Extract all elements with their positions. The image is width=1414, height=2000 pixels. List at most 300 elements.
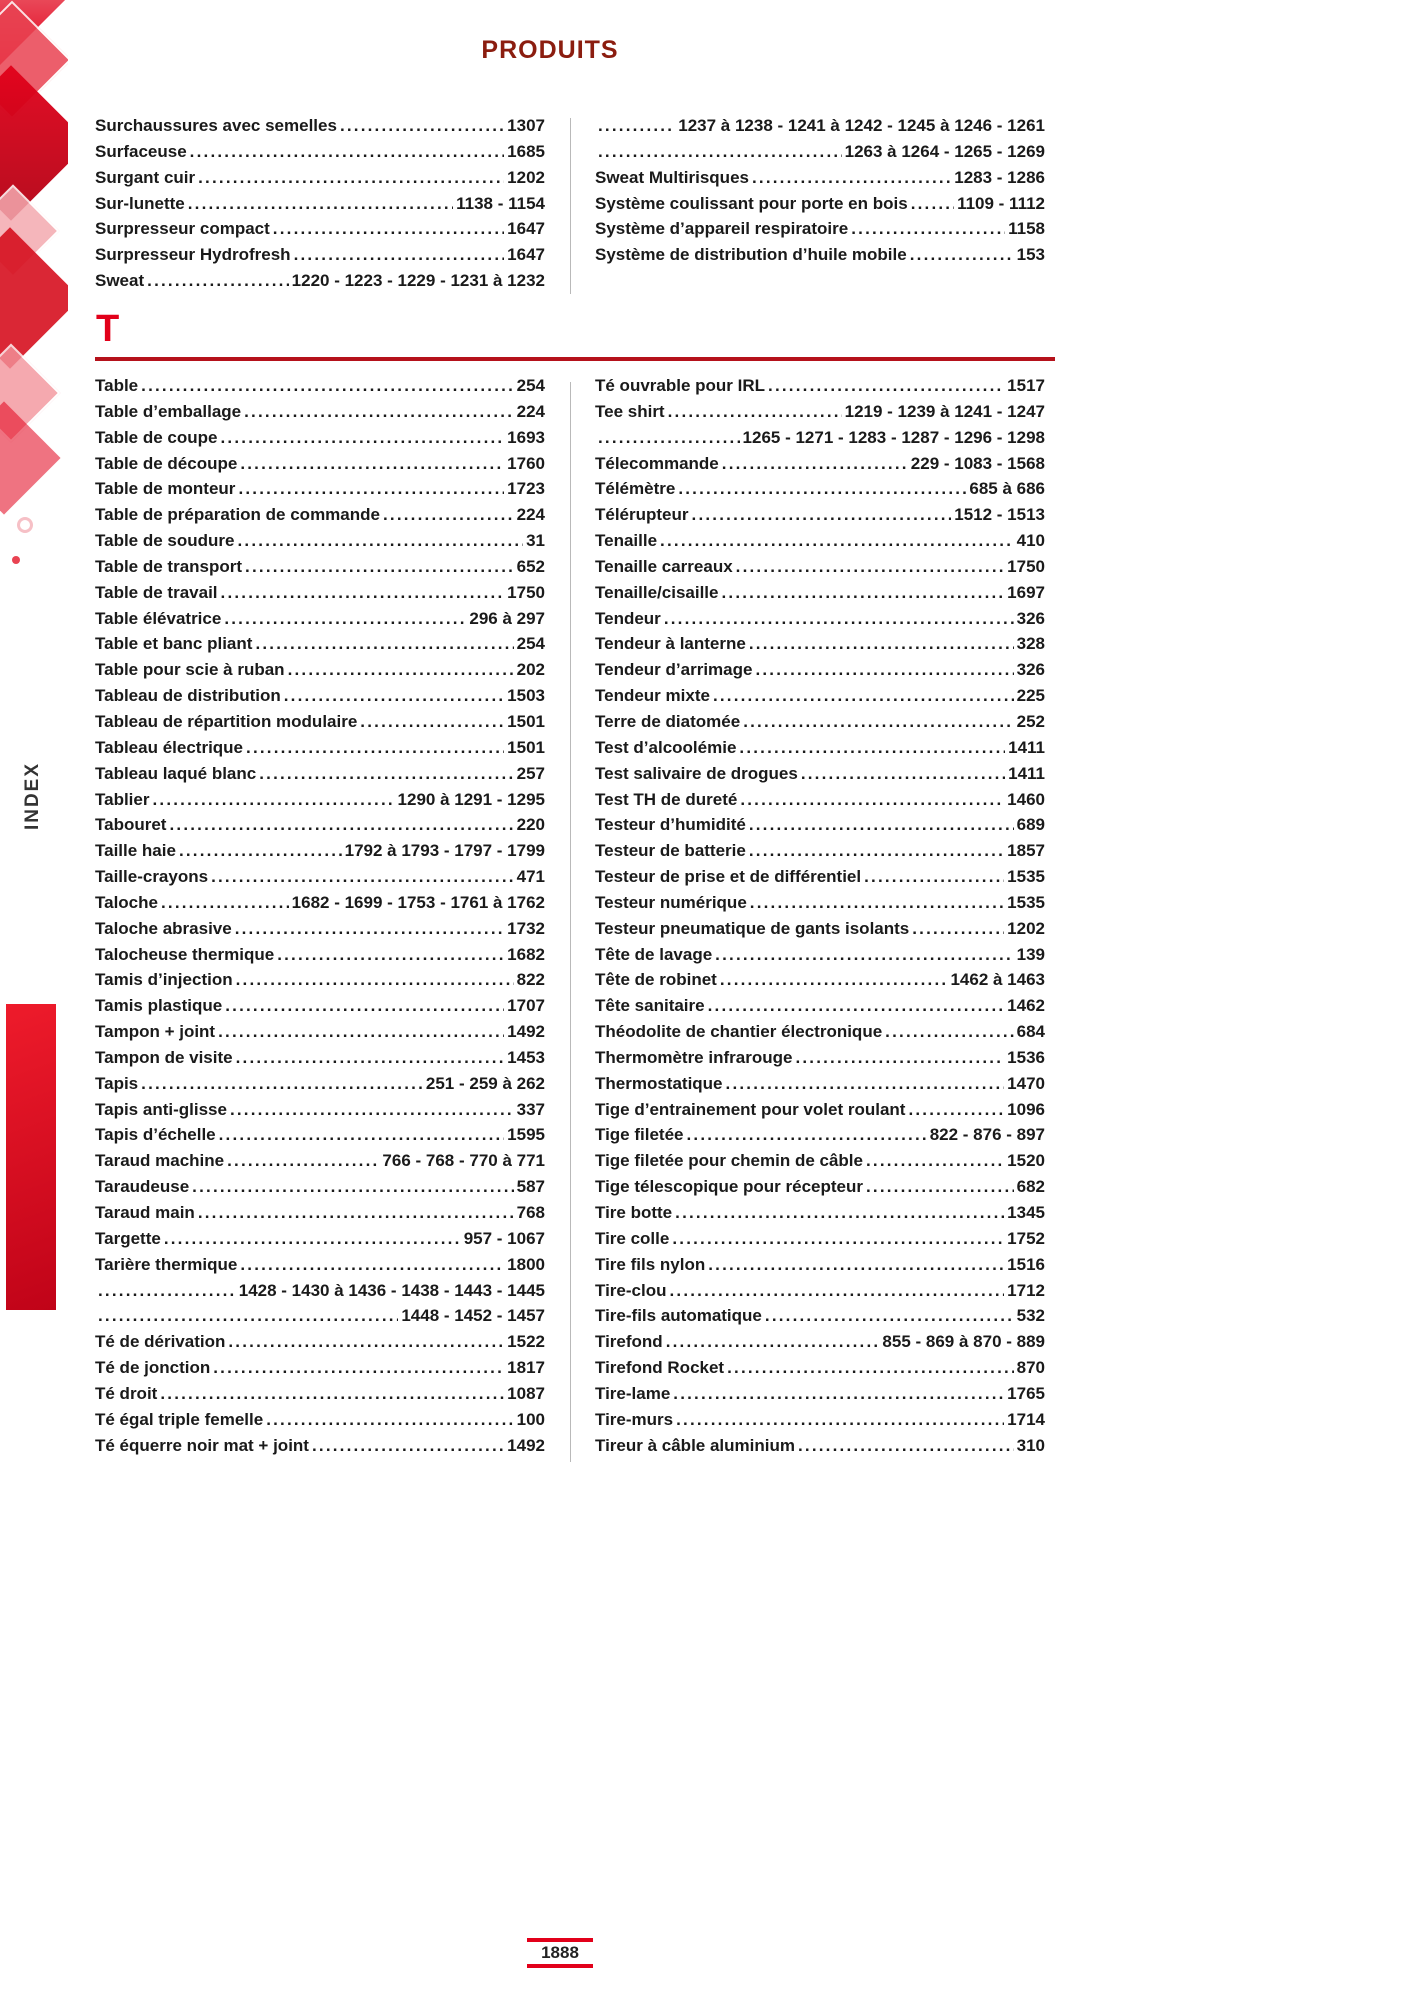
index-entry [95,660,545,686]
entry-label: Tirefond Rocket [595,1358,725,1378]
entry-pages: 296 à 297 [469,608,545,628]
index-entry [595,841,1045,867]
index-entry [595,764,1045,790]
dot-leader [708,1255,1004,1275]
entry-pages: 326 [1016,660,1045,680]
dot-leader [749,841,1004,861]
entry-pages: 1462 à 1463 [950,970,1045,990]
index-entry [595,557,1045,583]
entry-label: Système de distribution d’huile mobile [595,245,907,265]
entry-label: Tenaille/cisaille [595,582,719,602]
dot-leader [795,1048,1004,1068]
dot-leader [198,1203,514,1223]
entry-label: Té droit [95,1383,158,1403]
dot-leader [749,634,1014,654]
dot-leader [908,1100,1004,1120]
index-entry [595,1125,1045,1151]
index-entry [95,376,545,402]
dot-leader [598,142,842,162]
index-entry [95,1306,545,1332]
entry-label: Tapis anti-glisse [95,1099,227,1119]
entry-label: Surgant cuir [95,167,196,187]
entry-label: Té de dérivation [95,1332,226,1352]
dot-leader [227,1151,379,1171]
entry-pages: 1765 [1007,1383,1045,1403]
entry-pages: 652 [516,556,545,576]
entry-label: Table [95,376,139,395]
index-entry [595,505,1045,531]
entry-pages: 587 [516,1177,545,1197]
dot-leader [98,1306,398,1326]
entry-label: Table de travail [95,582,218,602]
entry-label: Taille haie [95,841,176,861]
index-entry [95,479,545,505]
entry-label: Tenaille carreaux [595,556,733,576]
index-entry [595,1048,1045,1074]
entry-label: Tige filetée pour chemin de câble [595,1151,863,1171]
entry-pages: 1647 [507,245,545,265]
index-entry [595,142,1045,168]
index-entry [95,1410,545,1436]
entry-pages: 252 [1016,711,1045,731]
dot-leader [660,531,1014,551]
entry-pages: 220 [516,815,545,835]
entry-pages: 822 [516,970,545,990]
entry-label: Testeur de batterie [595,841,746,861]
entry-label: Tarière thermique [95,1254,238,1274]
index-entry [595,686,1045,712]
entry-label: Tableau laqué blanc [95,763,257,783]
index-entry [95,1074,545,1100]
entry-label: Tamis plastique [95,996,223,1016]
entry-pages: 224 [516,401,545,421]
entry-label: Tee shirt [595,401,665,421]
entry-label: Té équerre noir mat + joint [95,1435,309,1455]
entry-label: Té égal triple femelle [95,1409,264,1429]
entry-label: Table et banc pliant [95,634,253,654]
dot-leader [664,609,1014,629]
entry-label: Tapis d’échelle [95,1125,216,1145]
index-column-t-right [595,376,1045,1461]
index-entry [95,738,545,764]
dot-leader [885,1022,1013,1042]
entry-label: Surfaceuse [95,141,187,161]
dot-leader [340,116,504,136]
dot-leader [755,660,1013,680]
index-entry [595,376,1045,402]
entry-pages: 1752 [1007,1228,1045,1248]
dot-leader [312,1436,504,1456]
index-entry [95,194,545,220]
dot-leader [692,505,952,525]
entry-label: Tendeur d’arrimage [595,660,753,680]
corner-art [0,0,68,600]
entry-label: Théodolite de chantier électronique [595,1022,883,1042]
dot-leader [675,1203,1004,1223]
entry-label: Testeur d’humidité [595,815,746,835]
dot-leader [749,815,1014,835]
index-entry [95,1358,545,1384]
dot-leader [727,1358,1014,1378]
index-entry [95,1177,545,1203]
index-entry [95,893,545,919]
sidebar-index-label: INDEX [22,761,43,831]
index-entry [595,867,1045,893]
entry-label: Tapis [95,1073,139,1093]
dot-leader [715,945,1013,965]
column-divider [570,382,571,1462]
dot-leader [164,1229,461,1249]
index-entry [95,609,545,635]
entry-label: Tendeur à lanterne [595,634,746,654]
entry-pages: 1732 [507,918,545,938]
index-entry [95,271,545,297]
entry-pages: 1158 [1008,219,1045,239]
dot-leader [294,245,505,265]
dot-leader [240,1255,504,1275]
index-entry [595,194,1045,220]
entry-pages: 1138 - 1154 [456,193,545,213]
dot-leader [224,609,466,629]
dot-leader [722,454,908,474]
entry-pages: 225 [1016,686,1045,706]
entry-pages: 1682 - 1699 - 1753 - 1761 à 1762 [291,892,545,912]
entry-pages: 684 [1016,1022,1045,1042]
index-entry [595,245,1045,271]
dot-leader [198,168,504,188]
entry-pages: 254 [516,376,545,395]
dot-leader [678,479,966,499]
index-entry [95,402,545,428]
dot-leader [255,634,513,654]
entry-pages: 224 [516,505,545,525]
entry-pages: 1453 [507,1047,545,1067]
index-entry [95,970,545,996]
entry-label: Tableau de répartition modulaire [95,711,358,731]
dot-leader [152,790,394,810]
entry-pages: 257 [516,763,545,783]
entry-pages: 1520 [1007,1151,1045,1171]
dot-leader [192,1177,513,1197]
entry-label: Tête de lavage [595,944,713,964]
dot-leader [221,583,505,603]
index-entry [95,919,545,945]
entry-pages: 1792 à 1793 - 1797 - 1799 [344,841,545,861]
dot-leader [211,867,514,887]
dot-leader [598,116,675,136]
entry-pages: 1460 [1007,789,1045,809]
entry-pages: 1307 [507,116,545,135]
dot-leader [190,142,505,162]
index-entry [595,1384,1045,1410]
section-rule [95,357,1055,361]
entry-label: Talocheuse thermique [95,944,275,964]
index-entry [95,1125,545,1151]
entry-pages: 1290 à 1291 - 1295 [397,789,545,809]
dot-leader [713,686,1014,706]
index-entry [95,1151,545,1177]
dot-leader [244,402,514,422]
entry-label: Test salivaire de drogues [595,763,798,783]
dot-leader [666,1332,880,1352]
dot-leader [236,1048,505,1068]
index-entry [95,996,545,1022]
entry-label: Tenaille [595,531,658,551]
index-entry [95,1229,545,1255]
dot-leader [360,712,504,732]
entry-label: Système d’appareil respiratoire [595,219,849,239]
entry-label: Système coulissant pour porte en bois [595,193,908,213]
entry-label: Taraud machine [95,1151,225,1171]
entry-label: Targette [95,1228,161,1248]
dot-leader [213,1358,504,1378]
entry-label: Tamis d’injection [95,970,233,990]
index-entry [595,1281,1045,1307]
entry-pages: 1682 [507,944,545,964]
entry-label: Sweat [95,271,145,291]
dot-leader [687,1125,927,1145]
index-entry [595,712,1045,738]
dot-leader [218,1022,504,1042]
dot-leader [721,583,1004,603]
dot-leader [911,194,954,214]
entry-pages: 1263 à 1264 - 1265 - 1269 [844,141,1045,161]
index-entry [595,454,1045,480]
index-entry [595,738,1045,764]
entry-pages: 1470 [1007,1073,1045,1093]
entry-pages: 870 [1016,1358,1045,1378]
dot-leader [169,815,513,835]
entry-label: Surchaussures avec semelles [95,116,337,135]
index-entry [595,219,1045,245]
entry-pages: 685 à 686 [969,479,1045,499]
index-entry [595,660,1045,686]
entry-label: Test d’alcoolémie [595,737,737,757]
entry-pages: 1501 [507,711,545,731]
entry-pages: 1345 [1007,1203,1045,1222]
entry-label: Tampon + joint [95,1022,216,1042]
index-entry [595,634,1045,660]
entry-label: Télémètre [595,479,676,499]
dot-leader [668,402,842,422]
dot-leader [219,1125,505,1145]
index-entry [95,764,545,790]
corner-art-dot [20,520,30,530]
entry-label: Table de préparation de commande [95,505,380,525]
entry-label: Table élévatrice [95,608,222,628]
dot-leader [160,1384,504,1404]
index-entry [595,1177,1045,1203]
index-entry [595,1306,1045,1332]
entry-label: Taille-crayons [95,867,209,887]
index-entry [595,919,1045,945]
index-entry [595,1436,1045,1462]
entry-label: Tire botte [595,1203,673,1222]
dot-leader [141,1074,423,1094]
entry-pages: 1707 [507,996,545,1016]
entry-label: Tire colle [595,1228,670,1248]
index-entry [95,867,545,893]
index-entry [595,583,1045,609]
entry-label: Tige télescopique pour récepteur [595,1177,863,1197]
index-entry [595,1358,1045,1384]
entry-label: Tire-clou [595,1280,667,1300]
dot-leader [720,970,948,990]
index-entry [595,1255,1045,1281]
dot-leader [798,1436,1014,1456]
index-entry [95,557,545,583]
index-entry [95,815,545,841]
index-entry [595,402,1045,428]
dot-leader [277,945,504,965]
index-entry [95,1255,545,1281]
index-column-top-right [595,116,1045,271]
corner-art-dot [12,556,20,564]
entry-pages: 1760 [507,453,545,473]
index-entry [595,996,1045,1022]
dot-leader [743,712,1013,732]
entry-label: Table de transport [95,556,243,576]
index-entry [95,428,545,454]
index-entry [95,505,545,531]
index-entry [95,945,545,971]
entry-label: Table pour scie à ruban [95,660,285,680]
entry-label: Test TH de dureté [595,789,738,809]
index-entry [95,790,545,816]
dot-leader [246,738,504,758]
index-entry [95,841,545,867]
index-entry [95,686,545,712]
entry-pages: 1697 [1007,582,1045,602]
entry-label: Table de monteur [95,479,236,499]
entry-pages: 1714 [1007,1409,1045,1429]
entry-pages: 822 - 876 - 897 [929,1125,1045,1145]
entry-pages: 1428 - 1430 à 1436 - 1438 - 1443 - 1445 [238,1280,545,1300]
index-entry [95,1048,545,1074]
index-entry [95,168,545,194]
entry-pages: 768 [516,1203,545,1222]
dot-leader [740,790,1004,810]
index-entry [95,531,545,557]
index-entry [95,1203,545,1229]
entry-pages: 1817 [507,1358,545,1378]
entry-pages: 1492 [507,1022,545,1042]
entry-pages: 1857 [1007,841,1045,861]
index-entry [595,1410,1045,1436]
entry-label: Tendeur mixte [595,686,710,706]
entry-label: Taraudeuse [95,1177,190,1197]
entry-pages: 1219 - 1239 à 1241 - 1247 [844,401,1045,421]
index-entry [95,1384,545,1410]
entry-label: Télérupteur [595,505,689,525]
dot-leader [864,867,1004,887]
entry-label: Tire-fils automatique [595,1306,762,1326]
entry-pages: 1693 [507,427,545,447]
index-entry [95,1022,545,1048]
dot-leader [910,245,1014,265]
entry-pages: 957 - 1067 [463,1228,545,1248]
entry-pages: 254 [516,634,545,654]
dot-leader [669,1281,1004,1301]
entry-label: Tête sanitaire [595,996,705,1016]
index-entry [95,454,545,480]
index-entry [595,970,1045,996]
dot-leader [736,557,1005,577]
dot-leader [188,194,453,214]
entry-pages: 1109 - 1112 [957,193,1045,213]
dot-leader [141,376,513,396]
dot-leader [273,219,504,239]
entry-pages: 1712 [1007,1280,1045,1300]
index-entry [595,479,1045,505]
entry-label: Terre de diatomée [595,711,741,731]
entry-pages: 1237 à 1238 - 1241 à 1242 - 1245 à 1246 - 1261 [678,116,1045,135]
entry-pages: 1202 [1007,918,1045,938]
entry-pages: 328 [1016,634,1045,654]
entry-pages: 1503 [507,686,545,706]
entry-label: Table d’emballage [95,401,242,421]
index-column-t-left [95,376,545,1461]
entry-label: Surpresseur compact [95,219,270,239]
dot-leader [673,1384,1004,1404]
dot-leader [284,686,504,706]
dot-leader [708,996,1005,1016]
column-divider [570,118,571,294]
entry-pages: 1492 [507,1435,545,1455]
entry-label: Thermostatique [595,1073,723,1093]
entry-pages: 1512 - 1513 [954,505,1045,525]
dot-leader [768,376,1004,396]
entry-pages: 31 [526,531,545,551]
entry-pages: 310 [1016,1435,1045,1455]
index-entry [595,1022,1045,1048]
entry-pages: 100 [516,1409,545,1429]
entry-pages: 153 [1016,245,1045,265]
dot-leader [383,505,514,525]
page-title: PRODUITS [481,36,619,64]
entry-label: Tableau électrique [95,737,244,757]
entry-pages: 1517 [1007,376,1045,395]
index-entry [95,1281,545,1307]
entry-label: Table de coupe [95,427,218,447]
index-entry [595,116,1045,142]
entry-pages: 1202 [507,167,545,187]
index-entry [595,1332,1045,1358]
entry-pages: 855 - 869 à 870 - 889 [882,1332,1045,1352]
entry-label: Thermomètre infrarouge [595,1047,793,1067]
entry-label: Té ouvrable pour IRL [595,376,766,395]
entry-pages: 229 - 1083 - 1568 [910,453,1045,473]
dot-leader [238,479,504,499]
entry-pages: 1723 [507,479,545,499]
dot-leader [912,919,1004,939]
entry-label: Tablier [95,789,150,809]
entry-label: Tige filetée [595,1125,684,1145]
dot-leader [288,660,514,680]
index-entry [595,815,1045,841]
entry-pages: 532 [1016,1306,1045,1326]
section-letter: T [96,308,120,350]
dot-leader [147,271,289,291]
index-entry [95,634,545,660]
entry-label: Tire-murs [595,1409,674,1429]
entry-pages: 337 [516,1099,545,1119]
dot-leader [238,531,524,551]
index-entry [595,945,1045,971]
entry-pages: 1800 [507,1254,545,1274]
entry-pages: 326 [1016,608,1045,628]
entry-label: Tampon de visite [95,1047,233,1067]
